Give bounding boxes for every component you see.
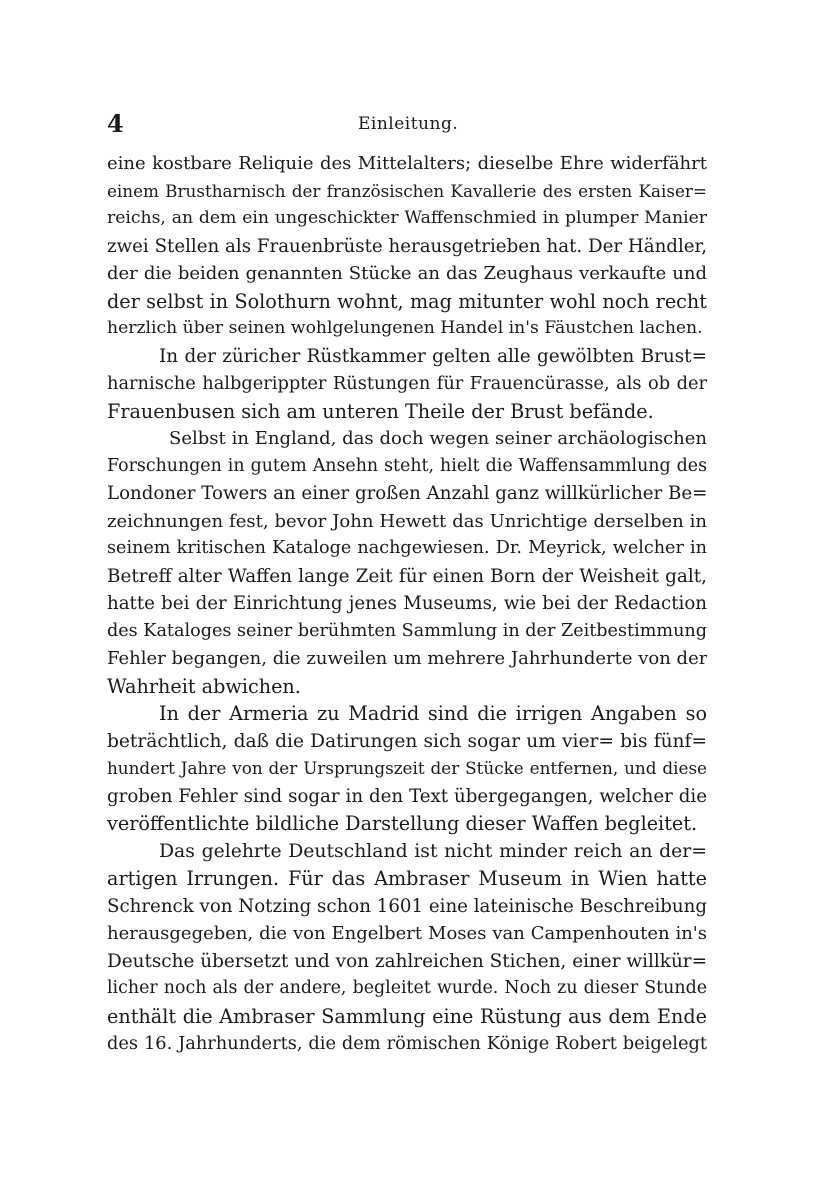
text-line: des 16. Jahrhunderts, die dem römischen Könige Robert beigelegt xyxy=(107,1033,707,1054)
text-line: herzlich über seinen wohlgelungenen Handel in's Fäustchen lachen. xyxy=(107,318,703,338)
text-line: Wahrheit abwichen. xyxy=(107,674,301,698)
text-line: In der Armeria zu Madrid sind die irrigen Angaben so xyxy=(159,702,707,725)
text-line: harnische halbgerippter Rüstungen für Frauencürasse, als ob der xyxy=(107,373,707,394)
text-line: Frauenbusen sich am unteren Theile der Brust befände. xyxy=(107,399,654,423)
text-line: Schrenck von Notzing schon 1601 eine lateinische Beschreibung xyxy=(107,895,707,917)
text-line: licher noch als der andere, begleitet wurde. Noch zu dieser Stunde xyxy=(107,978,707,998)
text-line: Londoner Towers an einer großen Anzahl ganz willkürlicher Be= xyxy=(107,483,707,504)
text-line: reichs, an dem ein ungeschickter Waffenschmied in plumper Manier xyxy=(107,208,707,228)
running-title: Einleitung. xyxy=(358,114,459,134)
text-line: groben Fehler sind sogar in den Text übergegangen, welcher die xyxy=(107,785,707,807)
text-line: der selbst in Solothurn wohnt, mag mitunter wohl noch recht xyxy=(107,289,707,313)
text-line: herausgegeben, die von Engelbert Moses van Campenhouten in's xyxy=(107,923,707,944)
text-line: In der züricher Rüstkammer gelten alle gewölbten Brust= xyxy=(159,345,707,367)
text-line: seinem kritischen Kataloge nachgewiesen. Dr. Meyrick, welcher in xyxy=(107,538,707,558)
body-text xyxy=(107,150,707,1058)
text-line: des Kataloges seiner berühmten Sammlung in der Zeitbestimmung xyxy=(107,620,707,641)
text-line: der die beiden genannten Stücke an das Zeughaus verkaufte und xyxy=(107,263,707,284)
text-line: beträchtlich, daß die Datirungen sich sogar um vier= bis fünf= xyxy=(107,730,707,752)
text-line: Selbst in England, das doch wegen seiner archäologischen xyxy=(169,428,707,449)
text-line: hundert Jahre von der Ursprungszeit der Stücke entfernen, und diese xyxy=(107,758,707,778)
text-line: enthält die Ambraser Sammlung eine Rüstung aus dem Ende xyxy=(107,1004,707,1028)
text-line: einem Brustharnisch der französischen Kavallerie des ersten Kaiser= xyxy=(107,180,707,201)
page-number: 4 xyxy=(107,109,124,138)
text-line: eine kostbare Reliquie des Mittelalters; dieselbe Ehre widerfährt xyxy=(107,153,707,174)
text-line: Fehler begangen, die zuweilen um mehrere Jahrhunderte von der xyxy=(107,648,707,669)
text-line: Betreff alter Waffen lange Zeit für einen Born der Weisheit galt, xyxy=(107,565,707,587)
text-line: hatte bei der Einrichtung jenes Museums, wie bei der Redaction xyxy=(107,593,707,614)
text-line: artigen Irrungen. Für das Ambraser Museum in Wien hatte xyxy=(107,867,707,890)
text-line: zwei Stellen als Frauenbrüste herausgetrieben hat. Der Händler, xyxy=(107,235,707,257)
text-line: Deutsche übersetzt und von zahlreichen Stichen, einer willkür= xyxy=(107,950,707,972)
text-line: zeichnungen fest, bevor John Hewett das Unrichtige derselben in xyxy=(107,510,707,532)
text-line: Forschungen in gutem Ansehn steht, hielt die Waffensammlung des xyxy=(107,455,707,476)
text-line: veröffentlichte bildliche Darstellung dieser Waffen begleitet. xyxy=(107,812,698,835)
text-line: Das gelehrte Deutschland ist nicht minder reich an der= xyxy=(159,840,707,862)
